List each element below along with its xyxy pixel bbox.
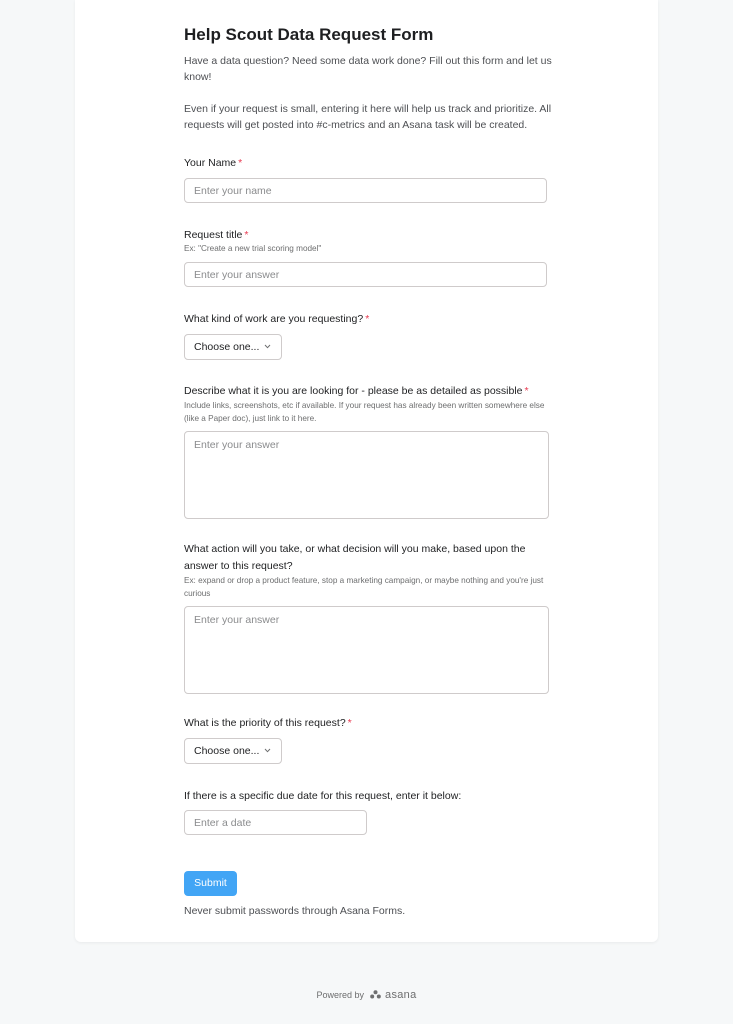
password-warning: Never submit passwords through Asana Forms.	[184, 905, 406, 917]
powered-by	[0, 989, 733, 1001]
request-title-label: Request title *	[184, 229, 249, 241]
request-title-hint: Ex: "Create a new trial scoring model"	[184, 244, 322, 253]
describe-hint: Include links, screenshots, etc if available. If your request has already been written somewhere else (like a Paper doc), just link to it here.	[184, 401, 545, 423]
required-marker: *	[244, 229, 249, 241]
chevron-down-icon	[264, 344, 271, 349]
required-marker: *	[365, 313, 370, 325]
name-label: Your Name *	[184, 157, 243, 169]
describe-label: Describe what it is you are looking for - please be as detailed as possible *	[184, 385, 529, 397]
submit-button[interactable]: Submit	[184, 871, 237, 896]
form-intro-text-2: Even if your request is small, entering it here will help us track and prioritize. All requests will get posted into #c-metrics and an Asana task will be created.	[184, 103, 552, 131]
powered-by-label: Powered by	[316, 990, 364, 1000]
action-textarea[interactable]: Enter your answer	[184, 606, 549, 694]
form-title: Help Scout Data Request Form	[184, 25, 434, 44]
required-marker: *	[524, 385, 529, 397]
name-input[interactable]: Enter your name	[184, 178, 547, 203]
describe-textarea[interactable]: Enter your answer	[184, 431, 549, 519]
form-intro-text: Have a data question? Need some data work done? Fill out this form and let us know!	[184, 55, 552, 83]
required-marker: *	[347, 717, 352, 729]
request-title-input[interactable]: Enter your answer	[184, 262, 547, 287]
due-date-input[interactable]: Enter a date	[184, 810, 367, 835]
chevron-down-icon	[264, 748, 271, 753]
work-kind-label: What kind of work are you requesting? *	[184, 313, 370, 325]
priority-select[interactable]	[184, 738, 282, 764]
asana-logo-icon	[370, 990, 381, 999]
required-marker: *	[238, 157, 243, 169]
work-kind-selected-value: Choose one...	[194, 341, 260, 353]
due-date-label: If there is a specific due date for this request, enter it below:	[184, 790, 462, 802]
work-kind-select[interactable]	[184, 334, 282, 360]
priority-selected-value: Choose one...	[194, 745, 260, 757]
priority-label: What is the priority of this request? *	[184, 717, 352, 729]
asana-brand-name[interactable]: asana	[385, 989, 417, 1001]
action-label: What action will you take, or what decision will you make, based upon the answer to this request?	[184, 543, 526, 572]
action-hint: Ex: expand or drop a product feature, stop a marketing campaign, or maybe nothing and you're just curious	[184, 576, 544, 598]
